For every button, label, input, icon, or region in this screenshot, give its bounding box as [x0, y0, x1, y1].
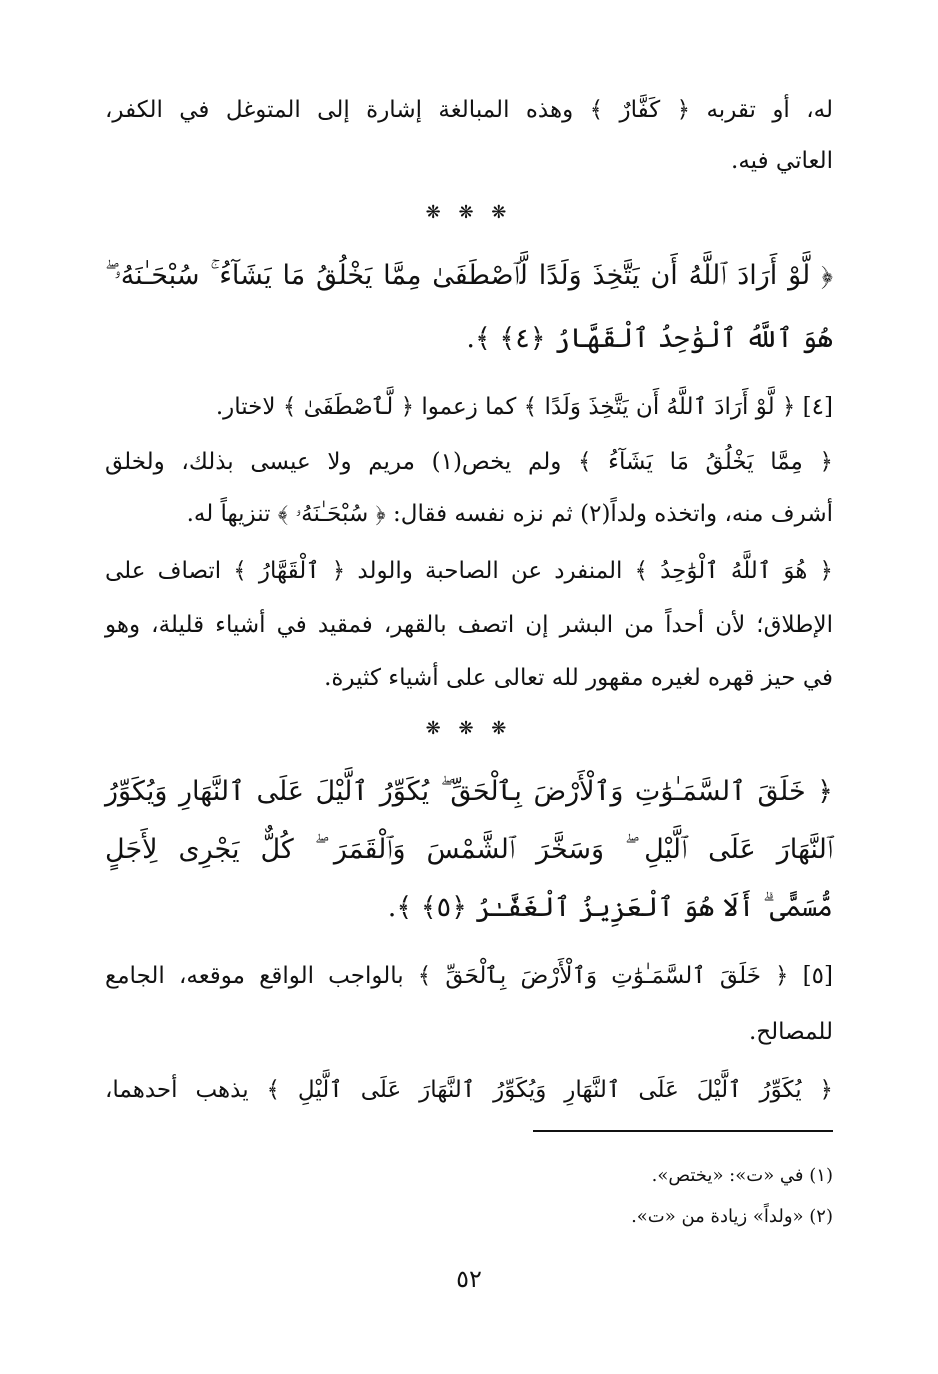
section-separator: ❋ ❋ ❋ [425, 718, 513, 739]
verse-line: ﴿ خَلَقَ ٱلسَّمَـٰوَٰتِ وَٱلْأَرْضَ بِٱلْحَقِّ ۖ يُكَوِّرُ ٱلَّيْلَ عَلَى ٱلنَّهَارِ وَيُكَوِّرُ [105, 776, 833, 807]
commentary-line: أشرف منه، واتخذه ولداً(٢) ثم نزه نفسه فقال: ﴿ سُبْحَـٰنَهُۥ ﴾ تنزيهاً له. [186, 501, 833, 527]
verse-line: ٱلنَّهَارَ عَلَى ٱلَّيْلِ ۖ وَسَخَّرَ ٱلشَّمْسَ وَٱلْقَمَرَ ۖ كُلٌّ يَجْرِى لِأَجَلٍ [105, 834, 833, 865]
commentary-line: [٥] ﴿ خَلَقَ ٱلسَّمَـٰوَٰتِ وَٱلْأَرْضَ بِٱلْحَقِّ ﴾ بالواجب الواقع موقعه، الجامع [105, 963, 833, 989]
text-line: له، أو تقربه ﴿ كَفَّارٌ ﴾ وهذه المبالغة إشارة إلى المتوغل في الكفر، [105, 97, 833, 123]
commentary-line: في حيز قهره لغيره مقهور لله تعالى على أشياء كثيرة. [324, 665, 833, 691]
commentary-line: ﴿ مِمَّا يَخْلُقُ مَا يَشَآءُ ﴾ ولم يخص(١) مريم ولا عيسى بذلك، ولخلق [105, 449, 833, 475]
commentary-line: للمصالح. [748, 1019, 833, 1045]
verse-line: هُوَ ٱللَّهُ ٱلْوَٰحِدُ ٱلْقَهَّارُ ﴿٤﴾ ﴾. [466, 323, 833, 354]
page-number: ٥٢ [456, 1265, 482, 1293]
commentary-line: ﴿ هُوَ ٱللَّهُ ٱلْوَٰحِدُ ﴾ المنفرد عن الصاحبة والولد ﴿ ٱلْقَهَّارُ ﴾ اتصاف على [105, 558, 833, 584]
verse-line: ﴿ لَّوْ أَرَادَ ٱللَّهُ أَن يَتَّخِذَ وَلَدًا لَّٱصْطَفَىٰ مِمَّا يَخْلُقُ مَا يَشَآءُ ۚ سُبْحَـٰنَهُۥ ۖ [105, 260, 833, 291]
footnote-divider [533, 1130, 833, 1132]
text-line: العاتي فيه. [731, 148, 833, 174]
footnote: (١) في «ت»: «يختص». [651, 1165, 833, 1186]
verse-line: مُّسَمًّى ۗ أَلَا هُوَ ٱلْعَزِيزُ ٱلْغَفَّـٰرُ ﴿٥﴾ ﴾. [387, 892, 833, 923]
commentary-line: ﴿ يُكَوِّرُ ٱلَّيْلَ عَلَى ٱلنَّهَارِ وَيُكَوِّرُ ٱلنَّهَارَ عَلَى ٱلَّيْلِ ﴾ يذهب أحدهما، [105, 1077, 833, 1103]
commentary-line: [٤] ﴿ لَّوْ أَرَادَ ٱللَّهُ أَن يَتَّخِذَ وَلَدًا ﴾ كما زعموا ﴿ لَّٱصْطَفَىٰ ﴾ لاختار. [215, 394, 833, 420]
commentary-line: الإطلاق؛ لأن أحداً من البشر إن اتصف بالقهر، فمقيد في أشياء قليلة، وهو [105, 612, 833, 638]
section-separator: ❋ ❋ ❋ [425, 202, 513, 223]
footnote: (٢) «ولداً» زيادة من «ت». [631, 1206, 833, 1227]
